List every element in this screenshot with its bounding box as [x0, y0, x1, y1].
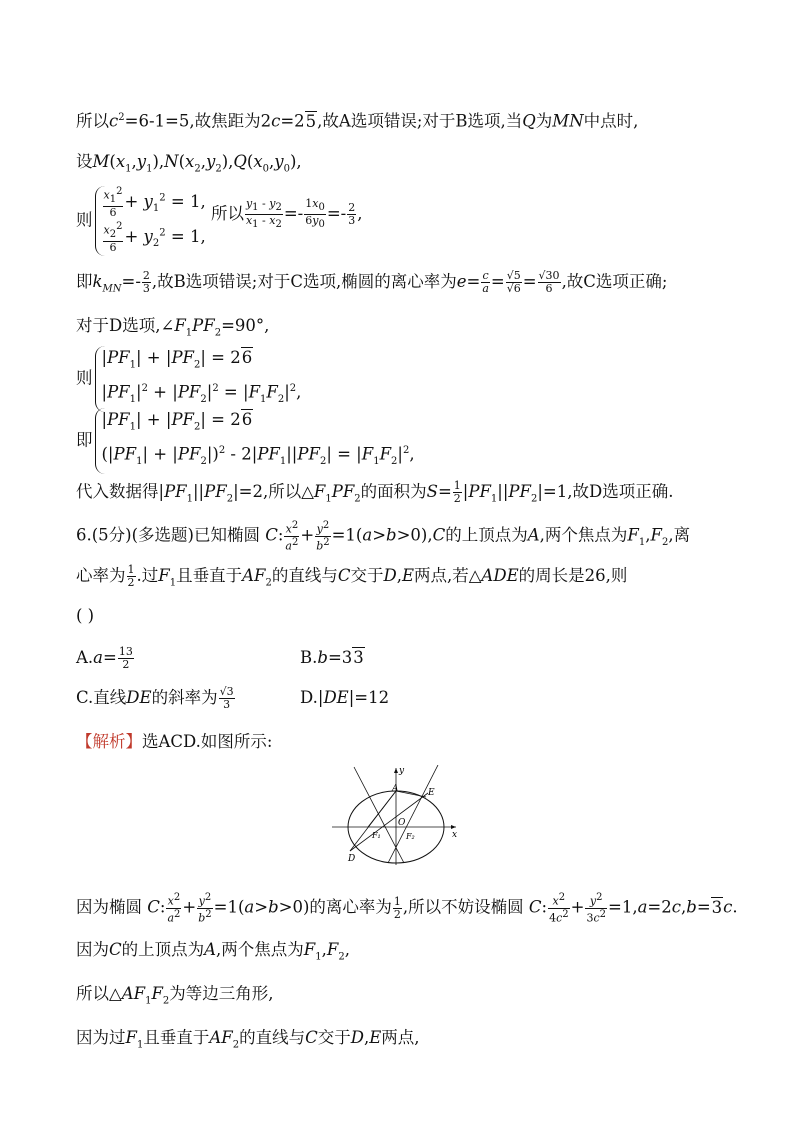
system-ellipse-points: 则 $\frac{x_1^2}{6}$ + $y_1^2 = 1$, $\frac{x_2^2}{6}$ + $y_2^2 = 1$, 所以 $\frac{y_1 - y_2}{x_1 - x_2}$ =- $\frac{1x_0}{6y_0}$ =- $\frac{2}{3}$ , — [76, 186, 363, 256]
label-y: y — [399, 766, 405, 776]
ji-label: 即 — [76, 430, 93, 450]
label-f2: F₂ — [406, 832, 415, 841]
question-6-stem-2: 心率为 $\frac{1}{2}$ .过$F_1$且垂直于$AF_2$的直线与C交于D,E两点,若△ADE的周长是26,则 — [76, 563, 628, 589]
label-a: A — [392, 784, 399, 794]
option-d: D.|DE|=12 — [300, 688, 390, 707]
ellipse-figure — [332, 765, 462, 865]
option-c: C.直线DE的斜率为 $\frac{√3}{3}$ — [76, 685, 234, 711]
system-pf-1: 则 $|PF_1| + |PF_2| = 26$ $|PF_1|^2 + |PF_2|^2 = |F_1F_2|^2$, — [76, 346, 301, 412]
suoyi-label: 所以 — [210, 203, 244, 223]
label-e: E — [428, 788, 435, 798]
y-axis-arrow — [394, 768, 398, 773]
ze-label: 则 — [76, 210, 93, 230]
paragraph-kmn: 即$k_{MN}=-$ $\frac{2}{3}$ ,故B选项错误;对于C选项,椭圆的离心率为e= $\frac{c}{a}$ = $\frac{√5}{√6}$ = $\frac{√30}{6}$ ,故C选项正确; — [76, 269, 668, 295]
label-x: x — [452, 830, 458, 840]
line-af1 — [354, 767, 404, 863]
system-pf-2: 即 $|PF_1| + |PF_2| = 26$ $(|PF_1| + |PF_2|)^2 - 2|PF_1||PF_2| = |F_1F_2|^2$, — [76, 408, 415, 474]
paragraph-vertex: 因为C的上顶点为A,两个焦点为$F_1,F_2$, — [76, 940, 350, 963]
paragraph-angle: 对于D选项$,\angle F_1PF_2=90^\circ$, — [76, 316, 270, 339]
analysis-text: 选ACD.如图所示: — [142, 732, 273, 751]
label-d: D — [348, 854, 356, 864]
question-6-stem: 6.(5分)(多选题)已知椭圆 C: $\frac{x^2}{a^2}$ + $\frac{y^2}{b^2}$ =1(a>b>0),C的上顶点为A,两个焦点为$F_1,F_2$,离 — [76, 520, 691, 553]
paragraph-equilateral: 所以$\triangle AF_1F_2$为等边三角形, — [76, 984, 274, 1007]
paragraph-assume: 因为椭圆 C: $\frac{x^2}{a^2}$ + $\frac{y^2}{b^2}$ =1(a>b>0)的离心率为 $\frac{1}{2}$ ,所以不妨设椭圆 C: $\frac{x^2}{4c^2}$ + $\frac{y^2}{3c^2}$ =1,a=2c,b=3c. — [76, 892, 738, 925]
paragraph-c-squared: 所以$c^2=6-1=5$,故焦距为2c=25,故A选项错误;对于B选项,当Q为MN中点时, — [76, 111, 639, 131]
paragraph-perpendicular: 因为过$F_1$且垂直于$AF_2$的直线与C交于D,E两点, — [76, 1028, 420, 1051]
analysis-line — [76, 730, 273, 754]
label-f1: F₁ — [372, 831, 381, 840]
option-a: A.a= $\frac{13}{2}$ — [76, 645, 133, 671]
option-b: B.b=33 — [300, 648, 364, 667]
analysis-tag: 【解析】 — [76, 732, 142, 751]
answer-blank: ( ) — [76, 606, 95, 625]
label-o: O — [398, 818, 406, 828]
paragraph-area: 代入数据得$|PF_1||PF_2|=2$,所以$\triangle F_1PF_2$的面积为S= $\frac{1}{2}$ $|PF_1||PF_2|=1$,故D选项正确. — [76, 479, 674, 505]
paragraph-points: 设$M(x_1,y_1),N(x_2,y_2),Q(x_0,y_0)$, — [76, 152, 302, 175]
ze-label-2: 则 — [76, 368, 93, 388]
line-ae — [396, 791, 426, 797]
line-af2 — [388, 765, 438, 863]
x-axis-arrow — [451, 825, 456, 829]
